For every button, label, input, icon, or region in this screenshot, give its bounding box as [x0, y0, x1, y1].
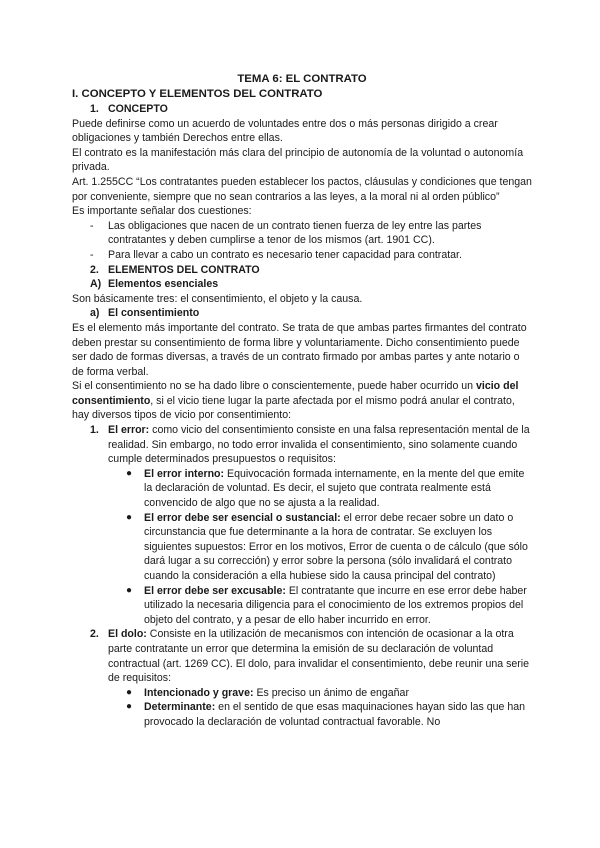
bullet-icon: ● — [126, 701, 133, 713]
heading-text: El consentimiento — [108, 307, 200, 320]
document-content — [72, 72, 532, 730]
paragraph-consent: Es el elemento más importante del contrato. Se trata de que ambas partes firmantes del contrato deben prestar su consentimiento de forma libre y voluntariamente. Dicho consentimiento puede ser dado de formas diversas, a través de un contrato firmado por ambas partes y ante notario o de forma verbal. — [72, 321, 527, 378]
text-run: El contratante que incurre en ese error debe haber utilizado la necesaria diligencia para el conocimiento de los extremos propios del objeto del contrato, y a pesar de ello haber incurrido en error. — [144, 584, 527, 626]
list-item-text: Las obligaciones que nacen de un contrato tienen fuerza de ley entre las partes contratantes y deben cumplirse a tenor de los mismos (art. 1901 CC). — [108, 219, 482, 247]
dash-list — [72, 219, 532, 263]
bold-term: El error interno: — [144, 467, 225, 480]
heading-number: 2. — [90, 263, 99, 276]
paragraph-questions: Es importante señalar dos cuestiones: — [72, 205, 252, 218]
text-run: como vicio del consentimiento consiste en una falsa representación mental de la realidad. Sin embargo, no todo error invalida el consentimiento, sino solamente cuando cumple determinados presupuestos o requisitos: — [108, 424, 530, 466]
numbered-item-body — [108, 627, 532, 729]
numbered-item-error — [90, 423, 532, 627]
text-run: Consiste en la utilización de mecanismos con intención de ocasionar a la otra parte contratante un error que determina la emisión de su declaración de voluntad contractual (art. 1269 CC). El dolo, para invalidar el consentimiento, debe reunir una serie de requisitos: — [108, 628, 530, 685]
text-run: en el sentido de que esas maquinaciones hayan sido las que han provocado la declaración de voluntad contractual favorable. No — [144, 701, 526, 728]
bullet-icon: ● — [126, 686, 133, 698]
paragraph-definition: Puede definirse como un acuerdo de voluntades entre dos o más personas dirigido a crear obligaciones y también Derechos entre ellas. — [72, 117, 498, 145]
bullet-item — [126, 584, 532, 628]
paragraph-vice — [72, 379, 532, 423]
heading-number: a) — [90, 307, 100, 320]
bullet-item — [126, 511, 532, 584]
paragraph-article: Art. 1.255CC “Los contratantes pueden establecer los pactos, cláusulas y condiciones que tengan por conveniente, siempre que no sean contrarios a las leyes, a la moral ni al orden público” — [72, 175, 532, 203]
bullet-icon: ● — [126, 467, 133, 479]
heading-elementos — [90, 263, 532, 278]
bold-term: El error: — [108, 424, 150, 437]
numbered-item-dolo — [90, 627, 532, 729]
number-marker: 1. — [90, 424, 99, 437]
bold-term: El dolo: — [108, 628, 147, 641]
heading-concepto — [90, 102, 532, 117]
numbered-item-text — [108, 423, 532, 467]
numbered-item-body — [108, 423, 532, 627]
dash-marker: - — [90, 248, 94, 261]
heading-text: ELEMENTOS DEL CONTRATO — [108, 263, 260, 276]
bullet-item — [126, 700, 532, 729]
heading-elementos-esenciales — [90, 277, 532, 292]
bold-term: El error debe ser excusable: — [144, 584, 286, 597]
paragraph-autonomy: El contrato es la manifestación más clara del principio de autonomía de la voluntad o autonomía privada. — [72, 146, 524, 174]
text-run: Si el consentimiento no se ha dado libre o conscientemente, puede haber ocurrido un — [72, 380, 477, 393]
list-item-text: Para llevar a cabo un contrato es necesario tener capacidad para contratar. — [108, 248, 462, 261]
text-run: Equivocación formada internamente, en la mente del que emite la declaración de voluntad. Es decir, el sujeto que contrata realmente está convencido de algo que no se ajusta a la realidad. — [144, 467, 525, 510]
bullet-item — [126, 467, 532, 511]
bullet-text — [144, 511, 532, 584]
heading-number: A) — [90, 278, 102, 291]
heading-text: Elementos esenciales — [108, 278, 219, 291]
bold-term: Determinante: — [144, 701, 216, 714]
heading-number: 1. — [90, 103, 99, 115]
bullet-text — [144, 700, 532, 729]
bold-term: vicio del consentimiento — [72, 380, 519, 407]
list-item — [90, 248, 532, 263]
numbered-list — [72, 423, 532, 729]
bullet-icon: ● — [126, 584, 133, 596]
list-item — [90, 219, 532, 248]
section-heading: I. CONCEPTO Y ELEMENTOS DEL CONTRATO — [72, 88, 323, 100]
bullet-icon: ● — [126, 511, 133, 523]
numbered-item-text — [108, 627, 532, 685]
bullet-text — [144, 467, 532, 511]
bullet-list — [90, 467, 532, 628]
text-run: Es preciso un ánimo de engañar — [253, 686, 409, 699]
text-run: el error debe recaer sobre un dato o circunstancia que fue determinante a la hora de contratar. Se excluyen los siguientes supuestos: Error en los motivos, Error de cuenta o de cálculo (que sólo dará lugar a su corrección) y error sobre la persona (sólo invalidará el contrato cuando la consideración a ella hubiese sido la causa principal del contrato) — [144, 511, 528, 582]
dash-marker: - — [90, 219, 94, 232]
bullet-item — [126, 686, 532, 701]
paragraph-three-elements: Son básicamente tres: el consentimiento, el objeto y la causa. — [72, 292, 363, 305]
bold-term: El error debe ser esencial o sustancial: — [144, 511, 341, 524]
document-title: TEMA 6: EL CONTRATO — [237, 73, 367, 85]
bold-term: Intencionado y grave: — [144, 686, 254, 699]
bullet-text — [144, 686, 532, 701]
heading-text: CONCEPTO — [108, 103, 168, 115]
number-marker: 2. — [90, 628, 99, 641]
text-run: , si el vicio tiene lugar la parte afectada por el mismo podrá anular el contrato, hay diversos tipos de vicio por consentimiento: — [72, 394, 515, 422]
bullet-text — [144, 584, 532, 628]
bullet-list — [90, 686, 532, 730]
heading-consentimiento — [90, 306, 532, 321]
